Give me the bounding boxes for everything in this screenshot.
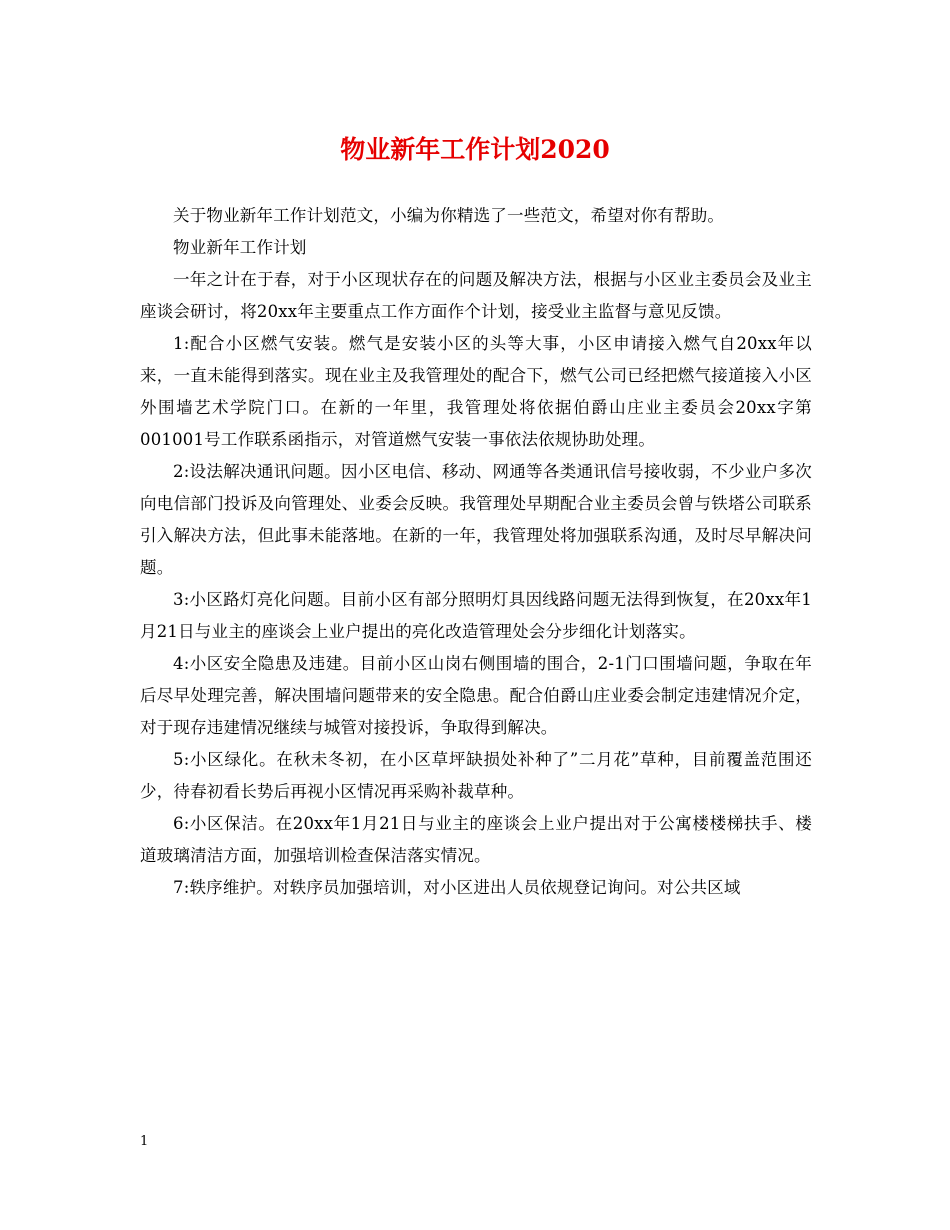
paragraph-item-4: 4:小区安全隐患及违建。目前小区山岗右侧围墙的围合，2-1门口围墙问题，争取在年后尽早处理完善，解决围墙问题带来的安全隐患。配合伯爵山庄业委会制定违建情况介定，对于现存违建情况继续与城管对接投诉，争取得到解决。	[140, 654, 812, 737]
paragraph-item-5: 5:小区绿化。在秋未冬初，在小区草坪缺损处补种了”二月花”草种，目前覆盖范围还少，待春初看长势后再视小区情况再采购补裁草种。	[140, 750, 812, 801]
paragraph-overview: 一年之计在于春，对于小区现状存在的问题及解决方法，根据与小区业主委员会及业主座谈会研讨，将20xx年主要重点工作方面作个计划，接受业主监督与意见反馈。	[140, 270, 812, 321]
paragraph-item-7: 7:轶序维护。对轶序员加强培训，对小区进出人员依规登记询问。对公共区域	[173, 878, 741, 897]
paragraph-item-1: 1:配合小区燃气安装。燃气是安装小区的头等大事，小区申请接入燃气自20xx年以来，一直未能得到落实。现在业主及我管理处的配合下，燃气公司已经把燃气接道接入小区外围墙艺术学院门口。在新的一年里，我管理处将依据伯爵山庄业主委员会20xx字第001001号工作联系函指示，对管道燃气安装一事依法依规协助处理。	[140, 334, 812, 449]
page-title: 物业新年工作计划2020	[340, 135, 610, 164]
paragraph-item-3: 3:小区路灯亮化问题。目前小区有部分照明灯具因线路问题无法得到恢复，在20xx年1月21日与业主的座谈会上业户提出的亮化改造管理处会分步细化计划落实。	[140, 590, 812, 641]
paragraph-item-2: 2:设法解决通讯问题。因小区电信、移动、网通等各类通讯信号接收弱，不少业户多次向电信部门投诉及向管理处、业委会反映。我管理处早期配合业主委员会曾与铁塔公司联系引入解决方法，但此事未能落地。在新的一年，我管理处将加强联系沟通，及时尽早解决问题。	[140, 462, 812, 577]
paragraph-item-6: 6:小区保洁。在20xx年1月21日与业主的座谈会上业户提出对于公寓楼楼梯扶手、楼道玻璃清洁方面，加强培训检查保洁落实情况。	[140, 814, 812, 865]
page-number: 1	[140, 1134, 149, 1149]
document-body	[140, 200, 812, 904]
paragraph-subtitle: 物业新年工作计划	[173, 238, 307, 257]
paragraph-intro: 关于物业新年工作计划范文，小编为你精选了一些范文，希望对你有帮助。	[173, 206, 725, 225]
